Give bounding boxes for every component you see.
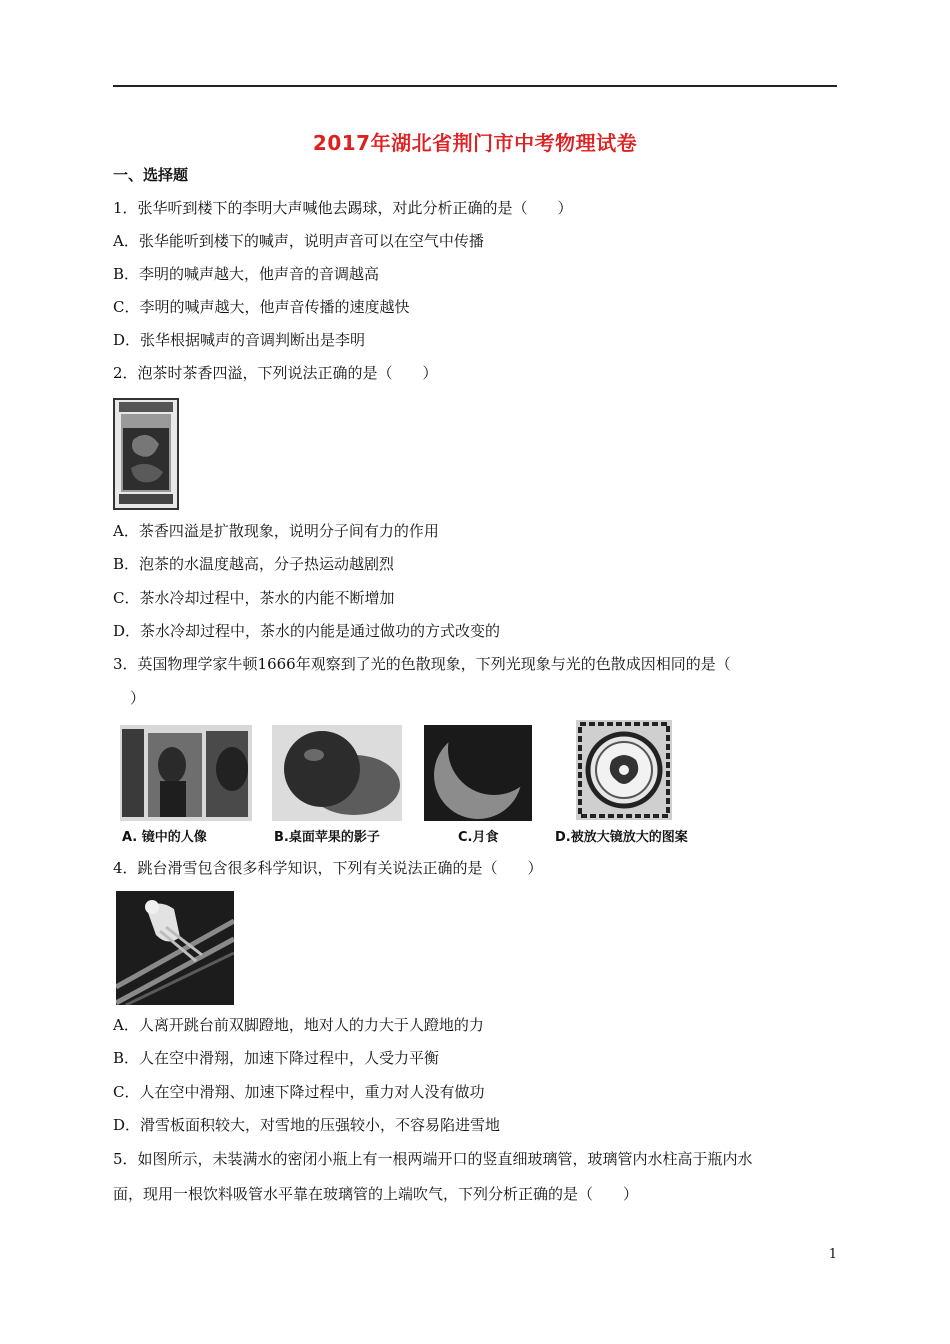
question-4-option-a: A．人离开跳台前双脚蹬地，地对人的力大于人蹬地的力 bbox=[113, 1016, 484, 1034]
question-1-option-c: C．李明的喊声越大，他声音传播的速度越快 bbox=[113, 298, 410, 316]
question-2-stem: 2．泡茶时茶香四溢，下列说法正确的是（ ） bbox=[113, 364, 438, 382]
figure-caption-b: B.桌面苹果的影子 bbox=[274, 830, 380, 845]
question-1-option-b: B．李明的喊声越大，他声音的音调越高 bbox=[113, 265, 380, 283]
apple-shadow-photo bbox=[272, 725, 402, 821]
question-2-option-b: B．泡茶的水温度越高，分子热运动越剧烈 bbox=[113, 555, 395, 573]
question-4-option-c: C．人在空中滑翔、加速下降过程中，重力对人没有做功 bbox=[113, 1083, 485, 1101]
page-number: 1 bbox=[828, 1247, 837, 1262]
question-5-stem-line-2: 面，现用一根饮料吸管水平靠在玻璃管的上端吹气，下列分析正确的是（ ） bbox=[113, 1185, 639, 1203]
question-2-option-c: C．茶水冷却过程中，茶水的内能不断增加 bbox=[113, 589, 395, 607]
question-5-stem-line-1: 5．如图所示，未装满水的密闭小瓶上有一根两端开口的竖直细玻璃管，玻璃管内水柱高于瓶内水 bbox=[113, 1150, 753, 1168]
figure-caption-c: C.月食 bbox=[458, 830, 499, 845]
page-title: 2017年湖北省荆门市中考物理试卷 bbox=[312, 131, 638, 155]
section-heading: 一、选择题 bbox=[113, 166, 189, 184]
lunar-eclipse-photo bbox=[424, 725, 532, 821]
question-4-stem: 4．跳台滑雪包含很多科学知识，下列有关说法正确的是（ ） bbox=[113, 859, 543, 877]
mirror-image-photo bbox=[120, 725, 252, 821]
header-rule bbox=[113, 85, 837, 87]
question-3-stem-line-1: 3．英国物理学家牛顿1666年观察到了光的色散现象，下列光现象与光的色散成因相同的是（ bbox=[113, 655, 731, 673]
magnified-pattern-photo bbox=[576, 720, 672, 820]
question-2-option-d: D．茶水冷却过程中，茶水的内能是通过做功的方式改变的 bbox=[113, 622, 501, 640]
question-4-option-b: B．人在空中滑翔，加速下降过程中，人受力平衡 bbox=[113, 1049, 440, 1067]
ski-jump-photo bbox=[116, 891, 234, 1005]
question-1-option-d: D．张华根据喊声的音调判断出是李明 bbox=[113, 331, 366, 349]
question-1-option-a: A．张华能听到楼下的喊声，说明声音可以在空气中传播 bbox=[113, 232, 484, 250]
tea-cup-image bbox=[113, 398, 179, 510]
question-2-option-a: A．茶香四溢是扩散现象，说明分子间有力的作用 bbox=[113, 522, 439, 540]
question-4-option-d: D．滑雪板面积较大，对雪地的压强较小，不容易陷进雪地 bbox=[113, 1116, 501, 1134]
figure-caption-d: D.被放大镜放大的图案 bbox=[555, 830, 688, 845]
figure-caption-a: A. 镜中的人像 bbox=[122, 830, 207, 845]
question-3-stem-line-2: ） bbox=[130, 689, 146, 707]
question-1-stem: 1．张华听到楼下的李明大声喊他去踢球，对此分析正确的是（ ） bbox=[113, 199, 573, 217]
